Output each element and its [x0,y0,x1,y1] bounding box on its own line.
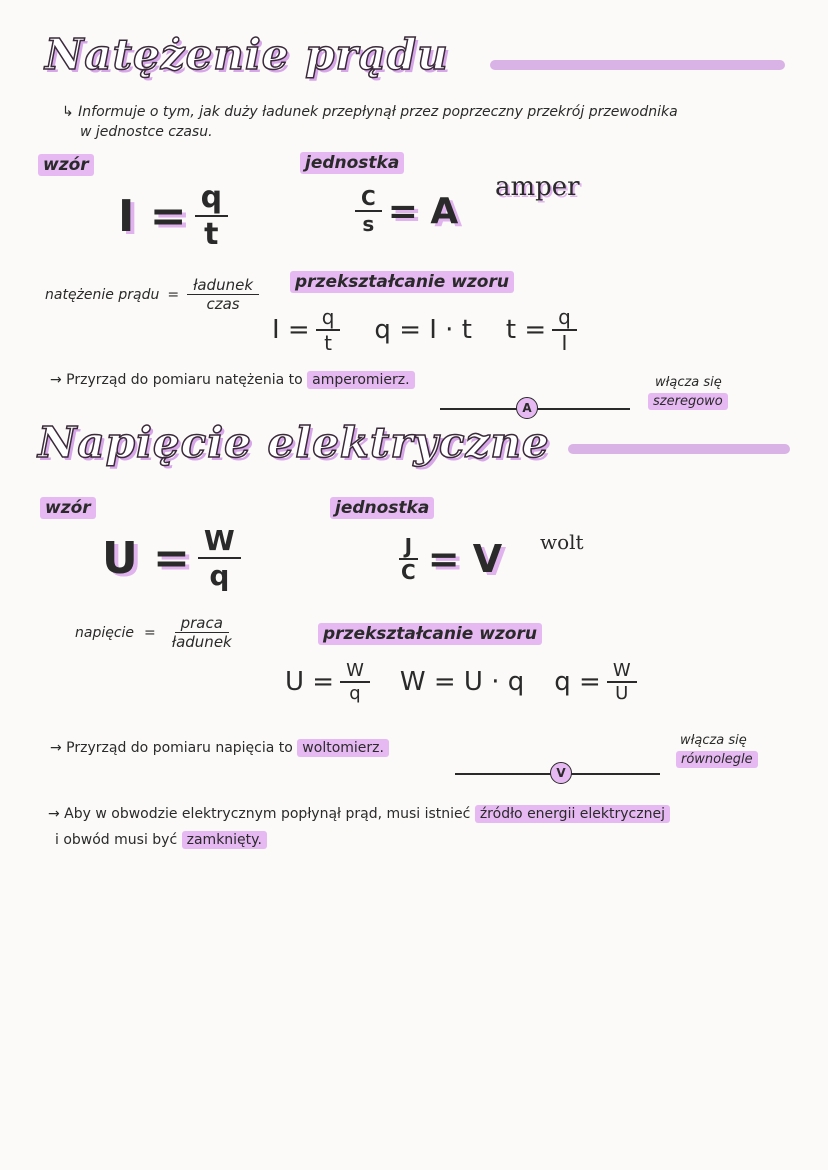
section1-t1-lhs: I = [272,315,310,345]
section2-t3-den: U [615,683,629,704]
section1-formula-num: q [195,180,228,217]
section1-unit-den: s [362,212,375,236]
section2-unit-name: wolt [540,530,584,554]
footer-line1-highlight: źródło energii elektrycznej [475,805,670,823]
voltmeter-symbol-icon: V [550,762,572,784]
section1-title: Natężenie prądu [45,30,449,79]
section2-jednostka-label: jednostka [330,497,434,519]
section1-unit-formula [355,186,458,236]
section1-t3-num: q [552,305,577,331]
section2-device-text: → Przyrząd do pomiaru napięcia to [50,740,293,756]
section2-words-eq: = [144,624,156,641]
section1-transform-label: przekształcanie wzoru [290,271,514,293]
section2-formula-num: W [198,524,241,559]
section2-device-name: woltomierz. [297,739,389,757]
section2-main-formula [102,524,241,592]
footer-line1 [48,806,670,822]
section1-device-name: amperomierz. [307,371,414,389]
section1-t2: q = I · t [374,315,472,345]
section2-unit-num: J [399,534,418,560]
section1-t1-den: t [324,331,332,355]
section1-title-underline [490,60,785,70]
section2-t3-num: W [607,660,637,683]
section2-transform-label: przekształcanie wzoru [318,623,542,645]
section1-words-formula [45,276,259,313]
section2-formula-lhs: U = [102,532,190,584]
section1-words-lhs: natężenie prądu [45,286,160,303]
section1-t1-num: q [316,305,341,331]
footer-line2-text: i obwód musi być [55,832,178,848]
section1-device-text: → Przyrząd do pomiaru natężenia to [50,372,303,388]
section2-t1-lhs: U = [285,667,335,697]
footer-line2-highlight: zamknięty. [182,831,267,849]
section1-formula-lhs: I = [118,190,187,242]
section1-connect-line2: szeregowo [648,393,728,410]
section1-device-line [50,372,415,388]
section1-t3-lhs: t = [505,315,547,345]
section1-formula-den: t [204,217,219,252]
footer-line1-text: → Aby w obwodzie elektrycznym popłynął prąd, musi istnieć [48,806,471,822]
section2-transformations [285,660,637,704]
section2-words-formula [75,614,238,651]
section2-words-num: praca [175,614,229,633]
section1-unit-result: = A [387,190,459,232]
section1-unit-num: C [355,186,382,212]
section2-t3-lhs: q = [554,667,601,697]
section1-words-num: ładunek [187,276,259,295]
section2-wzor-label: wzór [40,497,96,519]
section2-formula-den: q [209,559,230,592]
section2-words-den: ładunek [171,633,232,651]
section1-words-eq: = [167,286,180,303]
section1-intro-line2: w jednostce czasu. [80,124,213,140]
section2-t1-num: W [340,660,370,683]
section2-device-line [50,740,389,756]
section1-main-formula [118,180,228,252]
section1-unit-name: amper [495,172,580,202]
section1-wzor-label: wzór [38,154,94,176]
section2-unit-result: = V [427,537,503,581]
footer-line2 [55,832,267,848]
section2-title: Napięcie elektryczne [38,418,550,467]
section2-words-lhs: napięcie [75,624,135,641]
section1-transformations [272,305,577,355]
section2-connect-line2: równolegle [676,751,758,768]
section1-t3-den: I [561,331,568,355]
section2-unit-den: C [401,560,416,584]
section2-t2: W = U · q [399,667,525,697]
section2-t1-den: q [349,683,361,704]
section1-words-den: czas [206,295,240,313]
section1-jednostka-label: jednostka [300,152,404,174]
section2-title-underline [568,444,790,454]
section2-connect-line1: włącza się [680,733,747,748]
section1-connect-line1: włącza się [655,375,722,390]
section1-intro-line1: ↳ Informuje o tym, jak duży ładunek przepłynął przez poprzeczny przekrój przewodnika [62,104,678,120]
section2-unit-formula [395,534,502,584]
ammeter-symbol-icon: A [516,397,538,419]
